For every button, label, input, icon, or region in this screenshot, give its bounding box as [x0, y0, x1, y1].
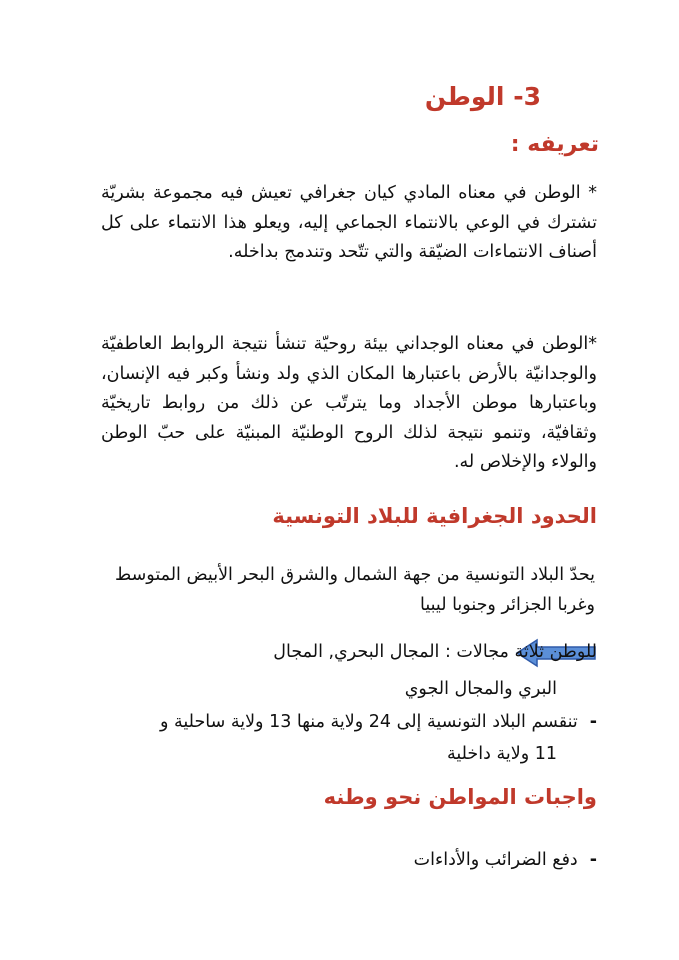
states-line-1	[160, 708, 597, 738]
domains-line-2: البري والمجال الجوي	[404, 679, 557, 699]
page-title: 3- الوطن	[424, 82, 541, 111]
emotional-definition-paragraph: *الوطن في معناه الوجداني بيئة روحيّة تنشأ نتيجة الروابط العاطفيّة والوجدانيّة بالأرض باعتبارها المكان الذي ولد ونشأ وكبر فيه الإنسان، وباعتبارها موطن الأجداد وما يترتّب عن ذلك من روابط تاريخيّة وثقافيّة، وتنمو نتيجة لذلك الروح الوطنيّة المبنيّة على حبّ الوطن والولاء والإخلاص له.	[101, 334, 597, 472]
bullet-dash: -	[589, 712, 597, 732]
borders-heading: الحدود الجغرافية للبلاد التونسية	[272, 504, 597, 528]
duty-item	[414, 846, 597, 876]
duty-text: دفع الضرائب والأداءات	[413, 850, 578, 870]
bullet-dash: -	[589, 850, 597, 870]
borders-paragraph: يحدّ البلاد التونسية من جهة الشمال والشرق البحر الأبيض المتوسط وغربا الجزائر وجنوبا ليبيا	[115, 565, 595, 615]
domains-line-1: للوطن ثلاثة مجالات : المجال البحري, المجال	[273, 642, 597, 662]
states-text-1: تنقسم البلاد التونسية إلى 24 ولاية منها 13 ولاية ساحلية و	[159, 712, 578, 732]
duties-heading: واجبات المواطن نحو وطنه	[323, 785, 597, 809]
material-definition-paragraph: * الوطن في معناه المادي كيان جغرافي تعيش فيه مجموعة بشريّة تشترك في الوعي بالانتماء الجماعي إليه، ويعلو هذا الانتماء على كل أصناف الانتماءات الضيّقة والتي تتّحد وتندمج بداخله.	[101, 183, 597, 262]
states-line-2: 11 ولاية داخلية	[446, 744, 557, 764]
definition-heading: تعريفه :	[510, 132, 599, 157]
